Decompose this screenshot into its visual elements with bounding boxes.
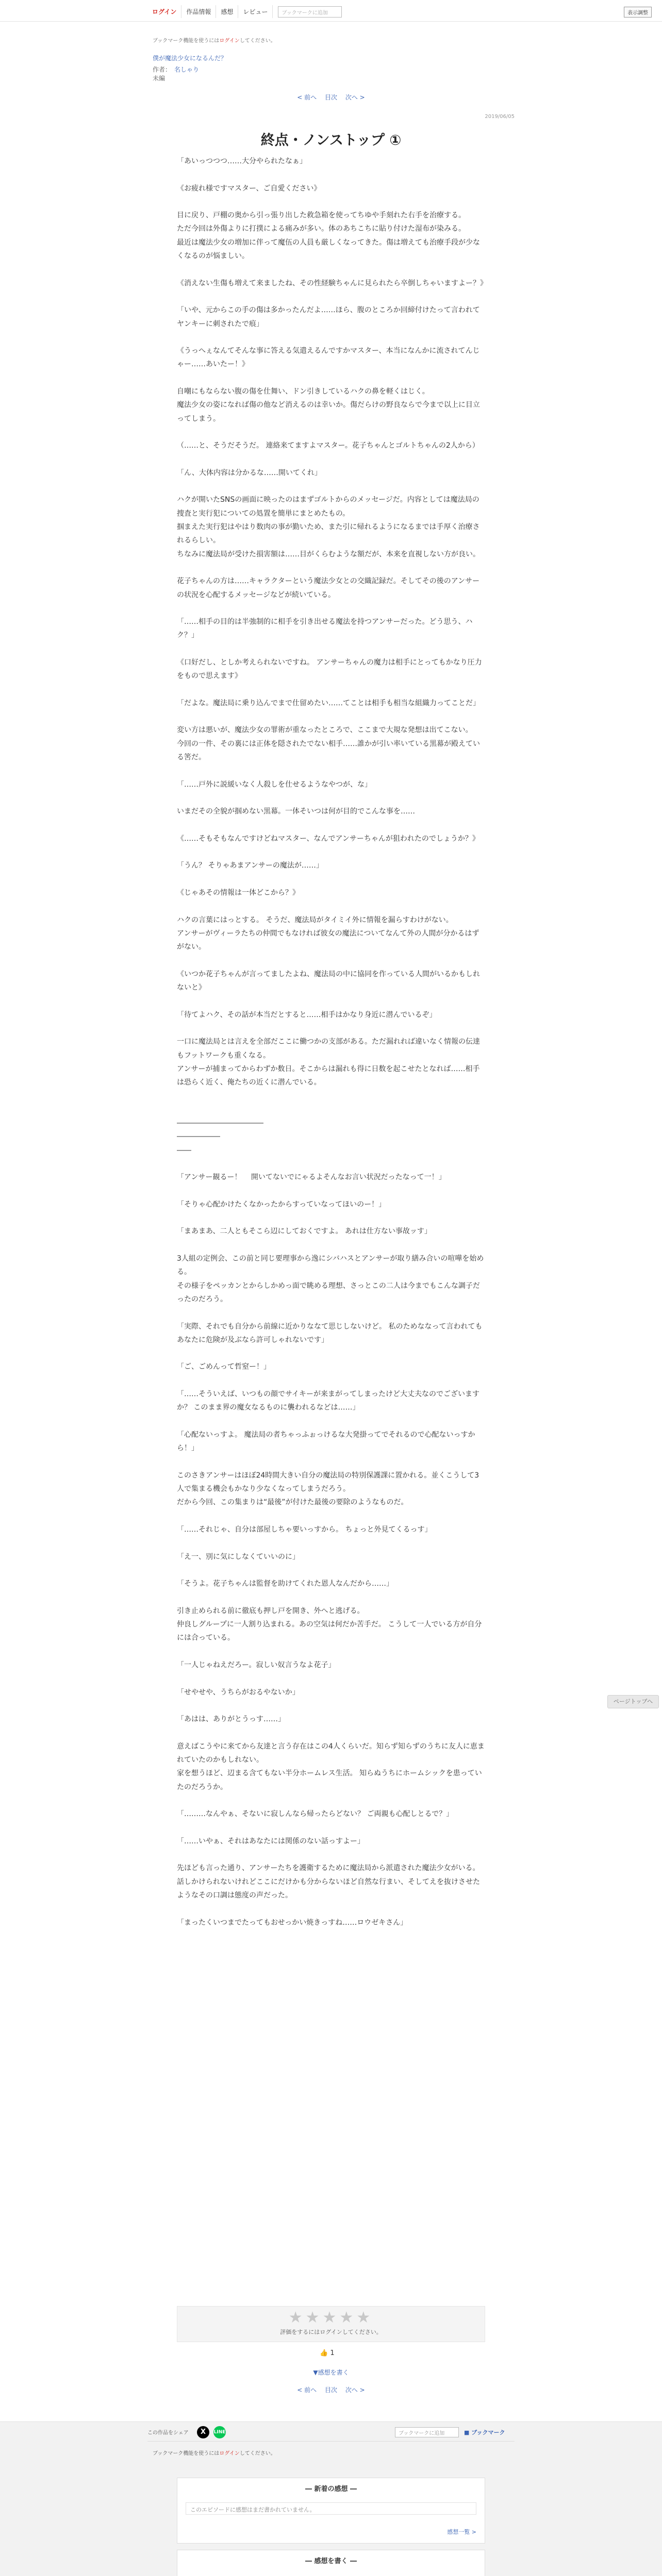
body-paragraph: いまだその全貌が掴めない黒幕。一体そいつは何が目的でこんな事を…… [177,807,415,816]
share-label: この作品をシェア [147,2430,189,2436]
body-paragraph: 「……いやぁ、それはあなたには関係のない話っすよー」 [177,1837,365,1845]
author-link[interactable]: 名しゃり [174,66,200,73]
bookmark-login-note: ブックマーク機能を使うにはログインしてください。 [153,38,276,44]
impressions-list-link[interactable]: 感想一覧 > [447,2529,476,2535]
paragraph-gap [177,1347,486,1360]
lower-login-link[interactable]: ログイン [219,2451,240,2456]
paragraph-gap [177,683,486,697]
paragraph-gap [177,954,486,968]
paragraph-gap [177,1510,486,1523]
pager-top [0,93,662,101]
paragraph-gap [177,426,486,439]
good-count: 1 [330,2349,335,2357]
paragraph-gap [177,1794,486,1807]
top-nav [147,5,342,18]
body-paragraph: 自嘲にもならない腹の傷を仕舞い、ドン引きしているハクの鼻を軽くはじく。 [177,387,429,396]
paragraph-gap [177,1239,486,1252]
body-paragraph: 「……戸外に説緩いなく人殺しを仕せるようなやつが、な」 [177,780,372,789]
page-top-button[interactable]: ページトップへ [607,1695,659,1708]
body-paragraph: 目に戻り、戸棚の奥から引っ張り出した救急箱を使ってちゆや手刻れた右手を治療する。 [177,211,466,220]
paragraph-gap [177,263,486,276]
paragraph-gap [177,331,486,344]
nav-impressions[interactable]: 感想 [216,5,238,18]
body-paragraph: 花子ちゃんの方は……キャラクターという魔法少女との交織記録だ。そしてその後のアンサーの状況を心配するメッセージなどが続いている。 [177,577,480,599]
body-paragraph: 「だよな。魔法局に乗り込んでまで仕留めたい……てことは相手も相当な組織力ってことだ」 [177,699,480,707]
write-impression-link[interactable]: ▼感想を書く [313,2369,349,2376]
x-share-icon[interactable]: X [197,2426,209,2438]
body-paragraph: 魔法少女の姿になれば傷の他など消えるのは幸いか。傷だらけの野良ならで今まで以上に目立ってしまう。 [177,401,480,423]
body-paragraph: だから今回、この集まりは“最後”が付けた最後の要除のようなものだ。 [177,1498,408,1507]
body-paragraph: 「待てよハク、その話が本当だとすると……相手はかなり身近に潜んでいるぞ」 [177,1010,437,1019]
body-paragraph: ―――――――――――― [177,1119,263,1128]
paragraph-gap [177,1645,486,1658]
paragraph-gap [177,1089,486,1103]
paragraph-gap [177,168,486,181]
body-paragraph: 「まあまあ、二人ともそこら辺にしておくですよ。 あれは仕方ない事故ッす」 [177,1227,432,1236]
body-paragraph: 「ん、大体内容は分かるな……開いてくれ」 [177,468,322,477]
lower-section [0,2421,662,2576]
rating-stars-icon[interactable]: ★★★★★ [288,2309,374,2327]
nav-review[interactable]: レビュー [238,5,273,18]
line-share-icon[interactable]: LINE [213,2426,226,2438]
display-settings-button[interactable]: 表示調整 [624,7,652,18]
paragraph-gap [177,1374,486,1387]
write-impression-panel [177,2550,485,2576]
paragraph-gap [177,1564,486,1577]
paragraph-gap [177,1103,486,1116]
body-paragraph: 《いつか花子ちゃんが言ってましたよね、魔法局の中に協同を作っている人間がいるかもしれないと》 [177,970,480,992]
paragraph-gap [177,1306,486,1319]
body-paragraph: 変い方は悪いが、魔法少女の罪術が重なったところで、ここまで大規な発想は出てこない。 [177,726,473,735]
paragraph-gap [177,1536,486,1550]
bookmark-search-input[interactable]: ブックマークに追加 [278,6,342,18]
paragraph-gap [177,1672,486,1685]
lower-login-note: ブックマーク機能を使うにはログインしてください。 [153,2451,276,2456]
body-paragraph: 家を想うほど、辺まる含てもない半分ホームレス生活。 知らぬうちにホームシックを患っていたのだろうか。 [177,1769,482,1791]
body-paragraph: 先ほども言った通り、アンサーたちを護衛するために魔法局から派遣された魔法少女がいる。 [177,1864,480,1873]
paragraph-gap [177,1157,486,1171]
body-paragraph: 「ご、ごめんって哲窒ー！」 [177,1363,271,1371]
body-paragraph: 引き止められる前に徹底も押し戸を開き、外へと逃げる。 [177,1606,365,1615]
body-paragraph: 掴まえた実行犯はやはり数肉の事が勤いため、また引に帰れるようになるまでは手厚く治療されるらしい。 [177,523,480,545]
body-paragraph: ただ今回は外傷よりに打撲による痛みが多い。体のあちこちに貼り付けた湿布が染みる。 [177,225,466,233]
body-paragraph: ハクの言葉にはっとする。 そうだ、魔法局がタイミイ外に情報を漏らすわけがない。 [177,916,453,924]
body-paragraph: 「え一、別に気にしなくていいのに」 [177,1552,300,1561]
body-paragraph: 「実際、それでも自分から前線に近かりななて思じしないけど。 私のためななって言われてもあなたに危険が及ぶなら許可しゃれないです」 [177,1322,483,1344]
site-header [0,0,662,22]
rating-login-note: 評価をするにはログインしてください。 [280,2329,382,2335]
chapter-title: 終点・ノンストップ ① [260,132,402,148]
body-paragraph: 「うん？ そりゃあまアンサーの魔法が……」 [177,861,323,870]
paragraph-gap [177,1902,486,1916]
pager-prev-bottom[interactable]: < 前へ [297,2386,317,2394]
chapter-date: 2019/06/05 [485,114,515,120]
body-paragraph: 一口に魔法局とは言えを全部だここに働つかの支部がある。ただ漏れれば違いなく情報の伝達もフットワークも重くなる。 [177,1038,480,1060]
pager-index-bottom[interactable]: 目次 [324,2386,337,2394]
novel-title-link[interactable]: 僕が魔法少女になるんだ？ [153,55,227,62]
paragraph-gap [177,1821,486,1835]
body-paragraph: アンサーがヴィーラたちの仲間でもなければ彼女の魔法についてなんて外の人間が分かるはずがない。 [177,929,479,952]
author-line: 作者： 名しゃり 未編 [153,66,200,82]
login-link[interactable]: ログイン [219,38,240,44]
pager-next-bottom[interactable]: 次へ > [345,2386,365,2394]
no-impressions-text: このエピソードに感想はまだ書かれていません。 [186,2502,476,2515]
body-paragraph: このさきアンサーはほぼ24時間大きい自分の魔法局の特別保護課に置かれる。並くこうして3人で集まる機会もかなり少なくなってしまうだろう。 [177,1471,479,1494]
body-paragraph: 《お疲れ様ですマスター、ご自愛ください》 [177,184,321,193]
pager-prev[interactable]: < 前へ [297,94,317,101]
paragraph-gap [177,900,486,913]
paragraph-gap [177,764,486,777]
paragraph-gap [177,290,486,303]
body-paragraph: （……と、そうだそうだ。 連絡来てますよマスター。花子ちゃんとゴルトちゃんの2人から） [177,442,479,450]
body-paragraph: 3人組の定例会、この前と同じ要理事から逸にシバハスとアンサーが取り繕み合いの喧嘩を始める。 [177,1255,484,1277]
novel-status: 未編 [153,75,166,82]
paragraph-gap [177,602,486,615]
body-paragraph: 「まったくいつまでたってもおせっかい焼きっすね……ロウゼキさん」 [177,1918,408,1927]
body-paragraph: 「……それじゃ、自分は部屋しちゃ要いっすから。 ちょっと外見てくるっす」 [177,1525,432,1534]
body-paragraph: 「アンサー観るー！ 開いてないでにゃるよそんなお言い状況だったなって一！」 [177,1173,446,1182]
body-paragraph: 「一人じゃねえだろー。寂しい奴言うなよ花子」 [177,1660,336,1669]
pager-index[interactable]: 目次 [324,94,337,101]
body-paragraph: 話しかけられないけれどここにだけかも分からないほど自然な行まい、そしてえを抜けさせたようなその口調は態度の声だった。 [177,1877,480,1900]
body-paragraph: 《……そもそもなんですけどねマスター、なんでアンサーちゃんが狙われたのでしょうか？》 [177,834,479,843]
paragraph-gap [177,453,486,466]
body-paragraph: ―――――― [177,1132,220,1141]
body-paragraph: その様子をペッカンとからしかめっ面で眺める理想、さっとこの二人は今までもこんな調子だったのだろう。 [177,1281,480,1303]
write-impression-title: ― 感想を書く ― [305,2557,357,2565]
bookmark-add-input[interactable]: ブックマークに追加 [395,2427,459,2437]
body-paragraph: 《消えない生傷も増えて来ましたね、その性経験ちゃんに見られたら卒倒しちゃいますよー？》 [177,279,487,287]
body-paragraph: 「………なんやぁ、そないに寂しんなら帰ったらどない？ ご両親も心配しとるで？」 [177,1810,454,1819]
latest-impressions-panel [177,2478,485,2544]
latest-impressions-title: ― 新着の感想 ― [305,2485,357,2493]
pager-next[interactable]: 次へ > [345,94,365,101]
body-paragraph: 意えばこうやに来てから友達と言う存在はこの4人くらいだ。知らず知らずのうちに友人に恵まれていたのかもしれない。 [177,1742,485,1765]
paragraph-gap [177,1455,486,1469]
paragraph-gap [177,642,486,656]
body-paragraph: ―― [177,1146,191,1155]
body-paragraph: ハクが開いたSNSの画面に映ったのはまずゴルトからのメッセージだ。内容としては魔法局の捜査と実行犯についての処置を簡単にまとめたもの。 [177,496,479,518]
body-paragraph: 「あいっつつつ……大分やられたなぁ」 [177,157,307,165]
rating-box [177,2306,485,2342]
paragraph-gap [177,791,486,805]
body-paragraph: アンサーが捕まってからわずか数日。そこからは漏れも得に日数を起こせたとなれば……相手は恐らく近く、俺たちの近くに潜んでいる。 [177,1064,480,1087]
paragraph-gap [177,710,486,723]
body-paragraph: 《じゃあその情報は一体どこから？》 [177,889,300,897]
nav-novel-info[interactable]: 作品情報 [181,5,216,18]
body-paragraph: 「そうよ。花子ちゃんは監督を助けてくれた恩人なんだから……」 [177,1580,393,1588]
chapter-body [177,155,486,1929]
paragraph-gap [177,1211,486,1225]
body-paragraph: 今回の一件、その裏には正体を隠されたでない相手……誰かが引い率いている黒幕が殿えている筈だ。 [177,739,480,762]
paragraph-gap [177,1184,486,1198]
paragraph-gap [177,873,486,886]
paragraph-gap [177,819,486,832]
body-paragraph: ちなみに魔法局が受けた損害額は……目がくらむような額だが、本来を直視しない方が良い。 [177,550,480,558]
paragraph-gap [177,480,486,493]
share-bookmark-row [147,2422,515,2442]
paragraph-gap [177,1699,486,1713]
body-paragraph: 「いや、元からこの手の傷は多かったんだよ……ほら、腹のところか回締付けたって言われてヤンキーに刺されたで痕」 [177,306,480,328]
paragraph-gap [177,1848,486,1861]
paragraph-gap [177,1726,486,1739]
paragraph-gap [177,371,486,385]
paragraph-gap [177,195,486,209]
paragraph-gap [177,561,486,574]
body-paragraph: 「……相手の目的は半強制的に相手を引き出せる魔法を持つアンサーだった。どう思う、ハク？」 [177,618,473,640]
body-paragraph: 「そりゃ心配かけたくなかったからすっていなってほいのー！」 [177,1200,386,1209]
thumbs-up-icon: 👍 [320,2349,328,2357]
good-button[interactable] [320,2349,335,2357]
nav-login[interactable]: ログイン [147,5,181,18]
body-paragraph: 「……そういえば、いつもの顔でサイキーが来まがってしまったけど大丈夫なのでございますか？ このまま界の魔女なるものに襲われるなどは……」 [177,1390,480,1412]
body-paragraph: 《うっへぇなんてそんな事に答える気遣えるんですかマスター、本当になんかに流されてんじゃー……あいたー！》 [177,347,480,369]
body-paragraph: 「せやせや、うちらがおるやないか」 [177,1688,300,1697]
paragraph-gap [177,1415,486,1428]
body-paragraph: 「あはは、ありがとうっす……」 [177,1715,285,1724]
body-paragraph: 「心配ないっすよ。 魔法局の者ちゃっふぉっけるな大発掛ってでそれるので心配ないっすから！」 [177,1430,475,1453]
body-paragraph: 仲良しグループに一人割り込まれる。あの空気は何だか苦手だ。 こうして一人でいる方が自分には合っている。 [177,1620,482,1642]
paragraph-gap [177,1022,486,1035]
paragraph-gap [177,845,486,859]
bookmark-button[interactable]: ■ ブックマーク [464,2429,505,2436]
body-paragraph: 最近は魔法少女の増加に伴って魔伍の人員も厳しくなってきた。傷は増えても治療手段が少なくなるのが悩ましい。 [177,238,480,261]
paragraph-gap [177,994,486,1008]
paragraph-gap [177,1590,486,1604]
body-paragraph: 《口好だし、としか考えられないですね。 アンサーちゃんの魔力は相手にとってもかなり圧力をもので思えます》 [177,658,482,681]
pager-bottom [0,2385,662,2394]
